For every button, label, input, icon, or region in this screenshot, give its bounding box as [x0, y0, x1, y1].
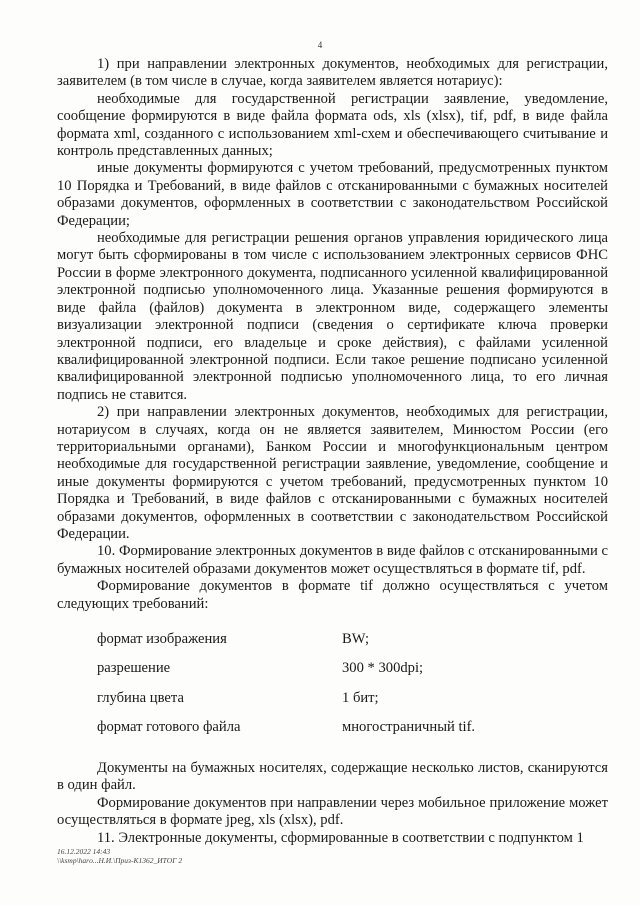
paragraph: иные документы формируются с учетом требований, предусмотренных пунктом 10 Порядка и Требований, в виде файлов с отсканированными с бумажных носителей образами документов, оформленных в соответствии с законодательством Российской Федерации;: [57, 160, 608, 229]
requirement-label: формат изображения: [97, 631, 227, 647]
footer-date: 16.12.2022 14:43: [57, 847, 111, 856]
footer-file-path: \\ksmp\harо...Н.И.\Приз-К1362_ИТОГ 2: [57, 856, 183, 865]
requirement-label: разрешение: [97, 660, 171, 677]
paragraph: Документы на бумажных носителях, содержащие несколько листов, сканируются в один файл.: [57, 760, 608, 794]
requirement-value: 1 бит;: [342, 689, 379, 706]
paragraph: 2) при направлении электронных документов, необходимых для регистрации, нотариусом в случаях, когда он не является заявителем, Минюстом России (его территориальными органами), Банком России и многофункциональным центром необходимые для государственной регистрации заявление, уведомление, сообщение и иные документы формируются с учетом требований, предусмотренных пунктом 10 Порядка и Требований, в виде файлов с отсканированными с бумажных носителей образами документов, оформленных в соответствии с законодательством Российской Федерации.: [57, 404, 608, 542]
footer-stamp: [57, 847, 182, 865]
requirement-label: формат готового файла: [97, 719, 241, 736]
paragraph: необходимые для регистрации решения органов управления юридического лица могут быть сформированы в том числе с использованием электронных сервисов ФНС России в форме электронного документа, подписанного усиленной квалифицированной электронной подписью уполномоченного лица. Указанные решения формируются в виде файла (файлов) документа в электронном виде, содержащего элементы визуализации электронной подписи (сведения о сертификате ключа проверки электронной подписи, его владельце и сроке действия), с файлами усиленной квалифицированной электронной подписи. Если такое решение подписано усиленной квалифицированной электронной подписью уполномоченного лица, то его личная подпись не ставится.: [57, 230, 608, 403]
paragraph: Формирование документов при направлении через мобильное приложение может осуществляться в формате jpeg, xls (xlsx), pdf.: [57, 794, 608, 829]
table-row: [97, 719, 577, 748]
paragraph: Формирование документов в формате tif должно осуществляться с учетом следующих требований:: [57, 578, 608, 612]
paragraph: необходимые для государственной регистрации заявление, уведомление, сообщение формируются в виде файла формата ods, xls (xlsx), tif, pdf, в виде файла формата xml, созданного с использованием xml-схем и обеспечивающего считывание и контроль представленных данных;: [57, 90, 608, 160]
table-row: [97, 631, 577, 660]
paragraph: 1) при направлении электронных документов, необходимых для регистрации, заявителем (в том числе в случае, когда заявителем является нотариус):: [57, 56, 608, 90]
requirement-label: глубина цвета: [97, 689, 184, 706]
requirement-value: многостраничный tif.: [342, 719, 476, 736]
requirement-value: 300 * 300dpi;: [342, 660, 424, 677]
page-number: 4: [317, 40, 323, 50]
closing-text: [57, 760, 608, 847]
table-row: [97, 690, 577, 719]
paragraph: 10. Формирование электронных документов в виде файлов с отсканированными с бумажных носителей образами документов может осуществляться в формате tif, pdf.: [57, 543, 608, 577]
main-text: [57, 56, 608, 613]
tif-requirements-table: [97, 631, 577, 749]
requirement-value: BW;: [342, 631, 370, 647]
paragraph: 11. Электронные документы, сформированные в соответствии с подпунктом 1: [97, 829, 584, 846]
table-row: [97, 660, 577, 689]
